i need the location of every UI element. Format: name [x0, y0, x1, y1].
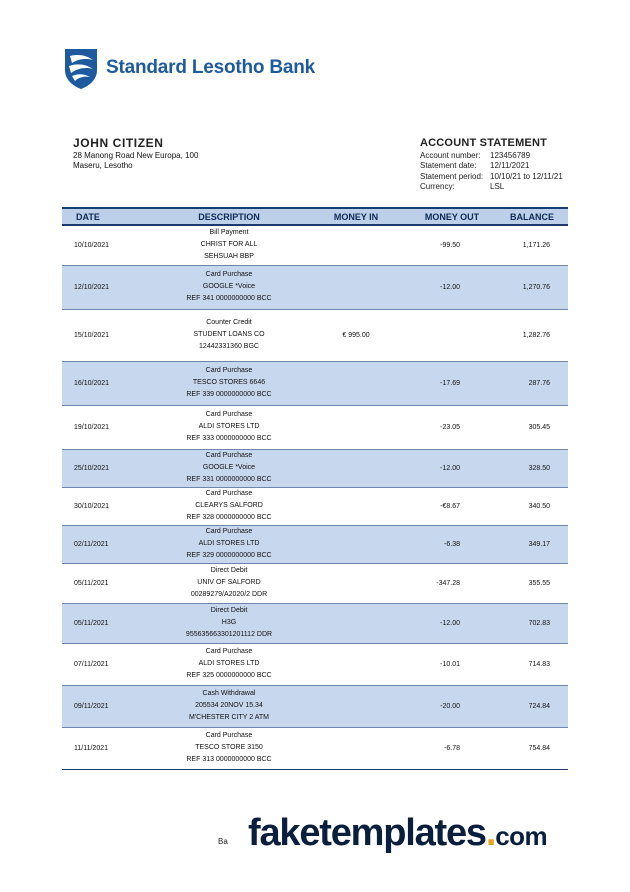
account-number-row — [420, 151, 563, 162]
row-description — [154, 643, 304, 685]
description-line: 12442331360 BGC — [199, 343, 259, 350]
field-value: LSL — [490, 182, 505, 191]
row-money-out: -99.50 — [440, 241, 460, 249]
row-balance: 287.76 — [528, 379, 550, 387]
description-line: REF 313 0000000000 BCC — [186, 756, 272, 763]
description-line: REF 339 0000000000 BCC — [186, 391, 272, 398]
row-balance: 349.17 — [528, 540, 550, 548]
description-line: STUDENT LOANS CO — [193, 331, 265, 338]
row-money-in — [304, 405, 408, 449]
description-line: REF 331 0000000000 BCC — [186, 476, 272, 483]
row-balance: 328.50 — [528, 464, 550, 472]
row-description — [154, 405, 304, 449]
account-holder-block — [73, 138, 198, 171]
row-money-in — [304, 643, 408, 685]
shield-logo-icon — [62, 46, 100, 90]
table-row — [62, 361, 568, 405]
row-balance: 714.83 — [528, 660, 550, 668]
statement-period-row — [420, 172, 563, 183]
row-money-out: -6.78 — [444, 744, 460, 752]
description-line: Card Purchase — [205, 648, 253, 655]
description-line: REF 329 0000000000 BCC — [186, 552, 272, 559]
description-line: Card Purchase — [205, 528, 253, 535]
description-line: Card Purchase — [205, 271, 253, 278]
row-description — [154, 563, 304, 603]
row-date: 19/10/2021 — [74, 423, 110, 431]
row-description — [154, 525, 304, 563]
row-description — [154, 727, 304, 769]
description-line: Card Purchase — [205, 732, 253, 739]
row-money-in — [304, 685, 408, 727]
column-header-money-in: MONEY IN — [304, 208, 408, 225]
row-money-in: € 995.00 — [342, 331, 370, 339]
holder-address-line2: Maseru, Lesotho — [73, 161, 133, 170]
row-description — [154, 487, 304, 525]
watermark-dot: . — [485, 812, 496, 854]
description-line: CHRIST FOR ALL — [200, 241, 258, 249]
row-date: 15/10/2021 — [74, 331, 110, 339]
description-line: REF 328 0000000000 BCC — [186, 514, 272, 521]
row-balance: 1,171.26 — [522, 241, 550, 249]
holder-name: JOHN CITIZEN — [73, 136, 164, 150]
description-line: TESCO STORE 3150 — [195, 744, 263, 751]
row-money-in — [304, 361, 408, 405]
field-label: Currency: — [420, 182, 455, 191]
field-label: Statement date: — [420, 161, 477, 170]
table-row — [62, 225, 568, 265]
row-money-out: -12.00 — [440, 464, 460, 472]
transactions-table — [62, 207, 568, 770]
description-line: Direct Debit — [210, 567, 248, 574]
row-balance: 305.45 — [528, 423, 550, 431]
row-money-in — [304, 225, 408, 265]
row-date: 02/11/2021 — [74, 540, 109, 548]
description-line: CLEARYS SALFORD — [195, 502, 263, 509]
row-date: 09/11/2021 — [74, 702, 109, 710]
description-line: TESCO STORES 6646 — [192, 379, 266, 386]
description-line: Card Purchase — [205, 411, 253, 418]
description-line: UNIV OF SALFORD — [197, 579, 261, 586]
description-line: Bill Payment — [209, 229, 249, 237]
row-money-out — [408, 309, 496, 361]
bank-logo — [62, 46, 315, 90]
row-description — [154, 603, 304, 643]
description-line: Direct Debit — [210, 607, 248, 614]
table-row — [62, 685, 568, 727]
table-row — [62, 309, 568, 361]
watermark-tld: com — [495, 821, 548, 851]
row-balance: 702.83 — [528, 619, 550, 627]
statement-title: ACCOUNT STATEMENT — [420, 137, 548, 149]
row-balance: 1,282.76 — [522, 331, 550, 339]
description-line: Card Purchase — [205, 452, 253, 459]
row-money-in — [304, 525, 408, 563]
description-line: 955635663301201112 DDR — [185, 631, 273, 638]
row-date: 07/11/2021 — [74, 660, 109, 668]
row-money-out: -347.28 — [436, 579, 460, 587]
row-money-out: -17.69 — [440, 379, 460, 387]
table-row — [62, 643, 568, 685]
description-line: REF 325 0000000000 BCC — [186, 672, 272, 679]
currency-row — [420, 182, 563, 193]
row-money-in — [304, 487, 408, 525]
row-description — [154, 265, 304, 309]
description-line: ALDI STORES LTD — [198, 423, 260, 430]
row-money-out: -23.05 — [440, 423, 460, 431]
table-row — [62, 265, 568, 309]
description-line: GOOGLE *Voice — [202, 283, 256, 290]
column-header-balance: BALANCE — [496, 208, 568, 225]
description-line: REF 333 0000000000 BCC — [186, 435, 272, 442]
table-row — [62, 727, 568, 769]
statement-date-row — [420, 161, 563, 172]
description-line: ALDI STORES LTD — [198, 540, 260, 547]
row-description — [154, 685, 304, 727]
description-line: H3G — [221, 619, 237, 626]
description-line: Card Purchase — [205, 490, 253, 497]
field-value: 10/10/21 to 12/11/21 — [490, 171, 563, 181]
table-row — [62, 405, 568, 449]
table-row — [62, 603, 568, 643]
row-money-in — [304, 603, 408, 643]
transactions-body — [62, 225, 568, 769]
description-line: REF 341 0000000000 BCC — [186, 295, 272, 302]
row-date: 11/11/2021 — [74, 744, 108, 752]
column-header-date: DATE — [62, 208, 154, 225]
row-description — [154, 361, 304, 405]
row-money-out: -6.38 — [444, 540, 460, 548]
watermark-text: faketemplates — [248, 812, 486, 854]
row-money-out: -12.00 — [440, 619, 460, 627]
row-money-out: -20.00 — [440, 702, 460, 710]
row-money-in — [304, 563, 408, 603]
description-line: 205534 20NOV 15.34 — [195, 702, 263, 709]
table-row — [62, 563, 568, 603]
row-balance: 724.84 — [528, 702, 550, 710]
row-date: 16/10/2021 — [74, 379, 110, 387]
description-line: GOOGLE *Voice — [202, 464, 256, 471]
column-header-description: DESCRIPTION — [154, 208, 304, 225]
holder-address-line1: 28 Manong Road New Europa, 100 — [73, 151, 199, 160]
row-money-out: -10.01 — [440, 660, 460, 668]
row-date: 05/11/2021 — [74, 619, 109, 627]
row-balance: 355.55 — [528, 579, 550, 587]
field-value: 12/11/2021 — [490, 161, 530, 170]
field-label: Account number: — [420, 150, 481, 160]
row-money-out: -€8.67 — [440, 502, 460, 510]
table-row — [62, 525, 568, 563]
table-row — [62, 487, 568, 525]
description-line: Cash Withdrawal — [202, 690, 256, 697]
row-balance: 340.50 — [528, 502, 550, 510]
row-money-in — [304, 449, 408, 487]
row-date: 25/10/2021 — [74, 464, 110, 472]
row-date: 10/10/2021 — [74, 241, 110, 249]
field-label: Statement period: — [420, 171, 484, 181]
column-header-money-out: MONEY OUT — [408, 208, 496, 225]
description-line: 00289279/A2020/2 DDR — [190, 591, 268, 598]
table-row — [62, 449, 568, 487]
bank-name: Standard Lesotho Bank — [106, 57, 316, 78]
footer-text: Ba — [218, 837, 228, 846]
row-description — [154, 225, 304, 265]
row-money-out: -12.00 — [440, 283, 460, 291]
description-line: Counter Credit — [206, 319, 252, 326]
row-balance: 1,270.76 — [522, 283, 550, 291]
description-line: Card Purchase — [205, 367, 253, 374]
description-line: SEHSUAH BBP — [204, 253, 254, 261]
watermark — [248, 812, 547, 855]
description-line: M'CHESTER CITY 2 ATM — [188, 714, 270, 721]
field-value: 123456789 — [490, 150, 531, 160]
row-balance: 754.84 — [528, 744, 550, 752]
table-header-row — [62, 208, 568, 225]
row-date: 30/10/2021 — [74, 502, 110, 510]
row-date: 12/10/2021 — [74, 283, 110, 291]
row-money-in — [304, 727, 408, 769]
statement-info-block — [420, 138, 563, 193]
row-description — [154, 309, 304, 361]
description-line: ALDI STORES LTD — [198, 660, 260, 667]
row-date: 05/11/2021 — [74, 579, 109, 587]
row-description — [154, 449, 304, 487]
row-money-in — [304, 265, 408, 309]
